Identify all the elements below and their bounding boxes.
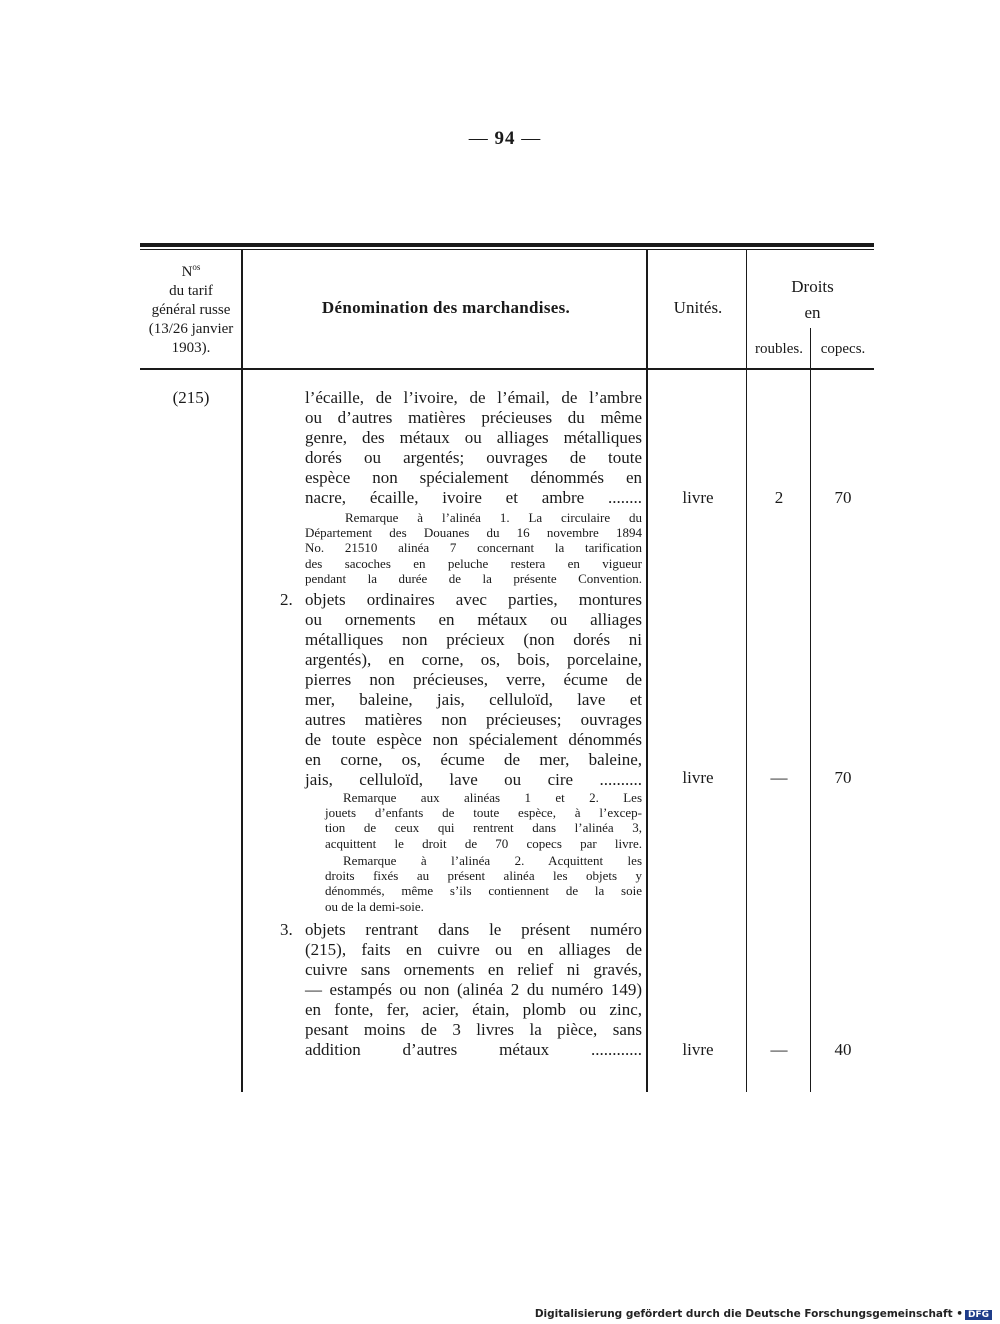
header-droits: Droits en xyxy=(791,277,834,322)
item1-copecs: 70 xyxy=(834,488,852,507)
col-divider-3 xyxy=(746,250,747,1092)
header-copecs: copecs. xyxy=(820,341,866,357)
item2-unit: livre xyxy=(682,768,714,787)
item2-remark-2: Remarque à l’alinéa 2. Acquittent les droits fixés au présent alinéa les objets y dénommés, même s’ils contiennent de la soie ou de la demi-soie. xyxy=(325,853,642,914)
item2-number: 2. xyxy=(280,590,293,609)
top-double-rule xyxy=(140,243,874,247)
item1-unit: livre xyxy=(682,488,714,507)
digitization-credit: Digitalisierung gefördert durch die Deutsche Forschungsgemeinschaft • DFG xyxy=(535,1308,992,1320)
header-unites: Unités. xyxy=(673,298,723,317)
item2-remark-1: Remarque aux alinéas 1 et 2. Les jouets d’enfants de toute espèce, à l’excep- tion de ceux qui rentrent dans l’alinéa 3, acquittent le droit de 70 copecs par livre. xyxy=(325,790,642,851)
col-divider-2 xyxy=(646,250,648,1092)
item2-roubles: — xyxy=(770,768,788,787)
header-bottom-rule xyxy=(140,368,874,370)
header-roubles: roubles. xyxy=(755,341,803,357)
top-thin-rule xyxy=(140,249,874,250)
dfg-logo: DFG xyxy=(965,1310,992,1320)
item1-description: l’écaille, de l’ivoire, de l’émail, de l’ambre ou d’autres matières précieuses du même genre, des métaux ou alliages métalliques dorés ou argentés; ouvrages de toute espèce non spécialement dénommés en nacre, écaille, ivoire et ambre ........ xyxy=(305,388,642,507)
col-divider-1 xyxy=(241,250,243,1092)
item2-description: objets ordinaires avec parties, montures ou ornements en métaux ou alliages métalliques non précieux (non dorés ni argentés), en corne, os, bois, porcelaine, pierres non précieuses, verre, écume de mer, baleine, jais, celluloïd, lave et autres matières non précieuses; ouvrages de toute espèce non spécialement dénommés en corne, os, écume de mer, baleine, jais, celluloïd, lave ou cire .......... xyxy=(305,590,642,789)
tariff-reference: (215) xyxy=(172,388,210,407)
item3-number: 3. xyxy=(280,920,293,939)
item3-description: objets rentrant dans le présent numéro (215), faits en cuivre ou en alliages de cuivre sans ornements en relief ni gravés, — estampés ou non (alinéa 2 du numéro 149) en fonte, fer, acier, étain, plomb ou zinc, pesant moins de 3 livres la pièce, sans addition d’autres métaux ............ xyxy=(305,920,642,1059)
header-denomination: Dénomination des marchandises. xyxy=(321,298,571,317)
item2-copecs: 70 xyxy=(834,768,852,787)
item1-roubles: 2 xyxy=(774,488,784,507)
item1-remark: Remarque à l’alinéa 1. La circulaire du Département des Douanes du 16 novembre 1894 No. 21510 alinéa 7 concernant la tarification des sacoches en peluche restera en vigueur pendant la durée de la présente Convention. xyxy=(305,510,642,586)
item3-copecs: 40 xyxy=(834,1040,852,1059)
item3-roubles: — xyxy=(770,1040,788,1059)
header-numero-tarif: $N^{os}$ du tarif général russe (13/26 janvier 1903). xyxy=(148,262,234,356)
page-number: — 94 — xyxy=(468,128,542,149)
item3-unit: livre xyxy=(682,1040,714,1059)
col-divider-4 xyxy=(810,328,811,1092)
